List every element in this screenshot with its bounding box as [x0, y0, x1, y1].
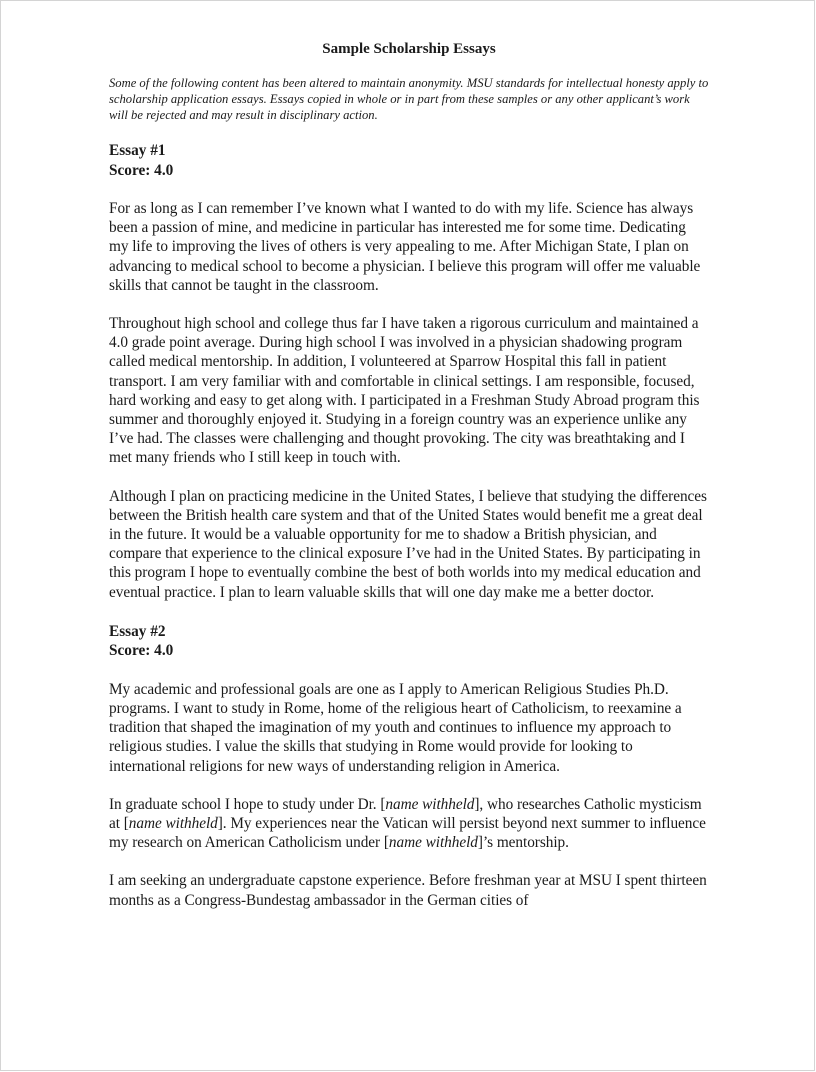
document-content [109, 39, 709, 929]
essay-2-paragraph-3: I am seeking an undergraduate capstone experience. Before freshman year at MSU I spent thirteen months as a Congress-Bundestag ambassador in the German cities of [109, 872, 707, 909]
name-withheld: name withheld [128, 815, 218, 833]
document-title: Sample Scholarship Essays [322, 41, 496, 57]
essay-1-paragraph-1: For as long as I can remember I’ve known what I wanted to do with my life. Science has always been a passion of mine, and medicine in particular has interested me for some time. Dedicating my life to improving the lives of others is very appealing to me. After Michigan State, I plan on advancing to medical school to become a physician. I believe this program will offer me valuable skills that cannot be taught in the classroom. [109, 200, 701, 294]
essay-2-heading: Essay #2 [109, 622, 166, 640]
essay-2-paragraph-2: In graduate school I hope to study under Dr. [name withheld], who researches Catholic mysticism at [name withheld]. My experiences near the Vatican will persist beyond next summer to influence my research on American Catholicism under [name withheld]’s mentorship. [109, 795, 706, 852]
anonymity-notice: Some of the following content has been altered to maintain anonymity. MSU standards for intellectual honesty apply to scholarship application essays. Essays copied in whole or in part from these samples or any other applicant’s work will be rejected and may result in disciplinary action. [109, 76, 709, 122]
name-withheld: name withheld [385, 795, 475, 813]
essay-1-heading: Essay #1 [109, 142, 166, 159]
essay-2-paragraph-1: My academic and professional goals are one as I apply to American Religious Studies Ph.D. programs. I want to study in Rome, home of the religious heart of Catholicism, to reexamine a tradition that shaped the imagination of my youth and continues to influence my approach to religious studies. I value the skills that studying in Rome would provide for looking to international religions for new ways of understanding religion in America. [109, 680, 682, 775]
name-withheld: name withheld [388, 834, 478, 852]
essay-1-paragraph-2: Throughout high school and college thus far I have taken a rigorous curriculum and maintained a 4.0 grade point average. During high school I was involved in a physician shadowing program called medical mentorship. In addition, I volunteered at Sparrow Hospital this fall in patient transport. I am very familiar with and comfortable in clinical settings. I am responsible, focused, hard working and easy to get along with. I participated in a Freshman Study Abroad program this summer and thoroughly enjoyed it. Studying in a foreign country was an experience unlike any I’ve had. The classes were challenging and thought provoking. The city was breathtaking and I met many friends who I still keep in touch with. [109, 315, 700, 467]
essay-1-header [109, 141, 709, 180]
essay-1-score: Score: 4.0 [109, 161, 174, 179]
essay-2-header [109, 622, 709, 661]
essay-2-score: Score: 4.0 [109, 642, 174, 660]
essay-1-paragraph-3: Although I plan on practicing medicine in the United States, I believe that studying the differences between the British health care system and that of the United States would benefit me a great deal in the future. It would be a valuable opportunity for me to shadow a British physician, and compare that experience to the clinical exposure I’ve had in the United States. By participating in this program I hope to eventually combine the best of both worlds into my medical education and eventual practice. I plan to learn valuable skills that will one day make me a better doctor. [109, 487, 707, 601]
